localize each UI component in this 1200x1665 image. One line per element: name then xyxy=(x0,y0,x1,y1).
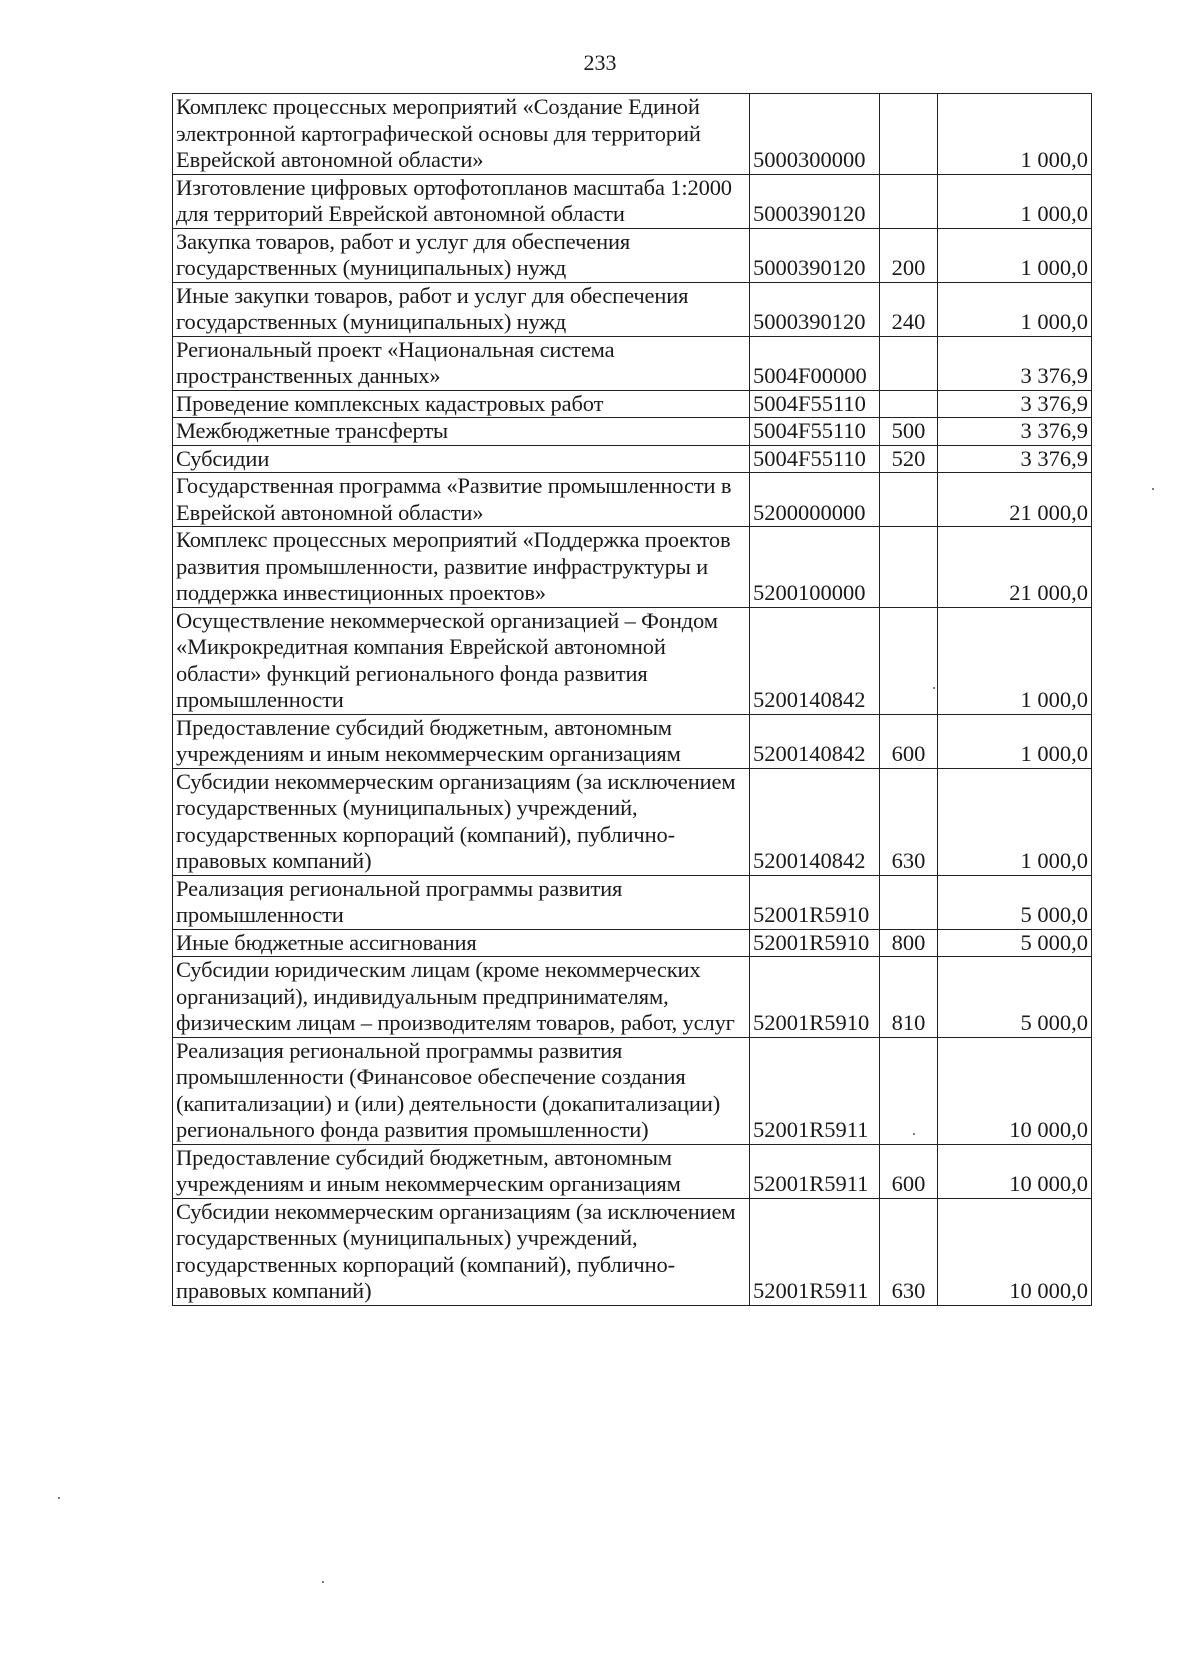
cell-expense-type: 600 xyxy=(880,714,938,768)
cell-amount: 3 376,9 xyxy=(938,390,1092,418)
cell-expense-type xyxy=(880,174,938,228)
cell-name: Комплекс процессных мероприятий «Создание Единой электронной картографической основы для территорий Еврейской автономной области» xyxy=(173,94,750,175)
cell-amount: 1 000,0 xyxy=(938,174,1092,228)
cell-expense-type xyxy=(880,94,938,175)
cell-expense-type: 240 xyxy=(880,282,938,336)
cell-name: Межбюджетные трансферты xyxy=(173,418,750,446)
scan-speck xyxy=(58,1497,60,1499)
cell-expense-type: 200 xyxy=(880,228,938,282)
cell-expense-type: 520 xyxy=(880,445,938,473)
cell-name: Иные бюджетные ассигнования xyxy=(173,929,750,957)
cell-name: Государственная программа «Развитие промышленности в Еврейской автономной области» xyxy=(173,473,750,527)
table-row xyxy=(173,336,1092,390)
table-row xyxy=(173,228,1092,282)
cell-amount: 1 000,0 xyxy=(938,768,1092,875)
cell-name: Реализация региональной программы развития промышленности xyxy=(173,875,750,929)
table-row xyxy=(173,714,1092,768)
table-row xyxy=(173,445,1092,473)
cell-expense-type: 630 xyxy=(880,1198,938,1305)
cell-expense-type: 810 xyxy=(880,957,938,1038)
cell-name: Предоставление субсидий бюджетным, автономным учреждениям и иным некоммерческим организациям xyxy=(173,714,750,768)
cell-name: Осуществление некоммерческой организацией – Фондом «Микрокредитная компания Еврейской автономной области» функций регионального фонда развития промышленности xyxy=(173,607,750,714)
cell-target-code: 52001R5911 xyxy=(750,1144,880,1198)
table-row xyxy=(173,390,1092,418)
cell-target-code: 52001R5911 xyxy=(750,1198,880,1305)
table-row xyxy=(173,875,1092,929)
table-row xyxy=(173,527,1092,608)
cell-expense-type xyxy=(880,390,938,418)
cell-target-code: 5000300000 xyxy=(750,94,880,175)
cell-target-code: 52001R5911 xyxy=(750,1037,880,1144)
cell-target-code: 5000390120 xyxy=(750,174,880,228)
cell-target-code: 5004F00000 xyxy=(750,336,880,390)
cell-expense-type xyxy=(880,336,938,390)
cell-target-code: 5200140842 xyxy=(750,714,880,768)
cell-amount: 10 000,0 xyxy=(938,1144,1092,1198)
cell-name: Комплекс процессных мероприятий «Поддержка проектов развития промышленности, развитие инфраструктуры и поддержка инвестиционных проектов» xyxy=(173,527,750,608)
table-row xyxy=(173,282,1092,336)
cell-target-code: 5200140842 xyxy=(750,607,880,714)
budget-table xyxy=(172,93,1092,1306)
cell-amount: 10 000,0 xyxy=(938,1198,1092,1305)
cell-target-code: 52001R5910 xyxy=(750,875,880,929)
scan-speck xyxy=(933,687,935,689)
cell-expense-type xyxy=(880,527,938,608)
cell-target-code: 5004F55110 xyxy=(750,390,880,418)
cell-target-code: 52001R5910 xyxy=(750,957,880,1038)
cell-target-code: 5200000000 xyxy=(750,473,880,527)
page-number: 233 xyxy=(583,50,617,75)
cell-amount: 21 000,0 xyxy=(938,527,1092,608)
scan-speck xyxy=(913,1133,915,1135)
scan-speck xyxy=(1152,488,1154,490)
cell-expense-type: 500 xyxy=(880,418,938,446)
table-row xyxy=(173,768,1092,875)
table-row xyxy=(173,174,1092,228)
cell-name: Региональный проект «Национальная система пространственных данных» xyxy=(173,336,750,390)
cell-name: Субсидии некоммерческим организациям (за исключением государственных (муниципальных) учреждений, государственных корпораций (компаний), публично-правовых компаний) xyxy=(173,768,750,875)
cell-amount: 3 376,9 xyxy=(938,418,1092,446)
cell-amount: 10 000,0 xyxy=(938,1037,1092,1144)
cell-amount: 21 000,0 xyxy=(938,473,1092,527)
cell-amount: 1 000,0 xyxy=(938,228,1092,282)
cell-name: Субсидии некоммерческим организациям (за исключением государственных (муниципальных) учреждений, государственных корпораций (компаний), публично-правовых компаний) xyxy=(173,1198,750,1305)
scan-speck xyxy=(322,1581,324,1583)
cell-amount: 1 000,0 xyxy=(938,94,1092,175)
table-row xyxy=(173,473,1092,527)
table-row xyxy=(173,94,1092,175)
table-row xyxy=(173,418,1092,446)
cell-amount: 1 000,0 xyxy=(938,282,1092,336)
cell-name: Субсидии xyxy=(173,445,750,473)
cell-expense-type xyxy=(880,875,938,929)
cell-amount: 1 000,0 xyxy=(938,714,1092,768)
budget-table-body xyxy=(173,94,1092,1306)
table-row xyxy=(173,1198,1092,1305)
cell-name: Реализация региональной программы развития промышленности (Финансовое обеспечение создания (капитализации) и (или) деятельности (докапитализации) регионального фонда развития промышленности) xyxy=(173,1037,750,1144)
cell-target-code: 5200140842 xyxy=(750,768,880,875)
cell-expense-type xyxy=(880,473,938,527)
cell-expense-type: 630 xyxy=(880,768,938,875)
cell-amount: 5 000,0 xyxy=(938,929,1092,957)
cell-name: Субсидии юридическим лицам (кроме некоммерческих организаций), индивидуальным предпринимателям, физическим лицам – производителям товаров, работ, услуг xyxy=(173,957,750,1038)
cell-expense-type: 800 xyxy=(880,929,938,957)
cell-name: Изготовление цифровых ортофотопланов масштаба 1:2000 для территорий Еврейской автономной области xyxy=(173,174,750,228)
table-row xyxy=(173,607,1092,714)
cell-target-code: 5004F55110 xyxy=(750,418,880,446)
table-row xyxy=(173,957,1092,1038)
cell-target-code: 5004F55110 xyxy=(750,445,880,473)
cell-target-code: 52001R5910 xyxy=(750,929,880,957)
table-row xyxy=(173,1144,1092,1198)
cell-target-code: 5000390120 xyxy=(750,282,880,336)
cell-amount: 5 000,0 xyxy=(938,875,1092,929)
cell-amount: 1 000,0 xyxy=(938,607,1092,714)
table-row xyxy=(173,1037,1092,1144)
cell-expense-type xyxy=(880,607,938,714)
cell-name: Предоставление субсидий бюджетным, автономным учреждениям и иным некоммерческим организациям xyxy=(173,1144,750,1198)
cell-name: Проведение комплексных кадастровых работ xyxy=(173,390,750,418)
cell-amount: 5 000,0 xyxy=(938,957,1092,1038)
cell-name: Иные закупки товаров, работ и услуг для обеспечения государственных (муниципальных) нужд xyxy=(173,282,750,336)
cell-expense-type: 600 xyxy=(880,1144,938,1198)
cell-name: Закупка товаров, работ и услуг для обеспечения государственных (муниципальных) нужд xyxy=(173,228,750,282)
cell-amount: 3 376,9 xyxy=(938,336,1092,390)
table-row xyxy=(173,929,1092,957)
cell-target-code: 5000390120 xyxy=(750,228,880,282)
cell-amount: 3 376,9 xyxy=(938,445,1092,473)
cell-expense-type xyxy=(880,1037,938,1144)
cell-target-code: 5200100000 xyxy=(750,527,880,608)
